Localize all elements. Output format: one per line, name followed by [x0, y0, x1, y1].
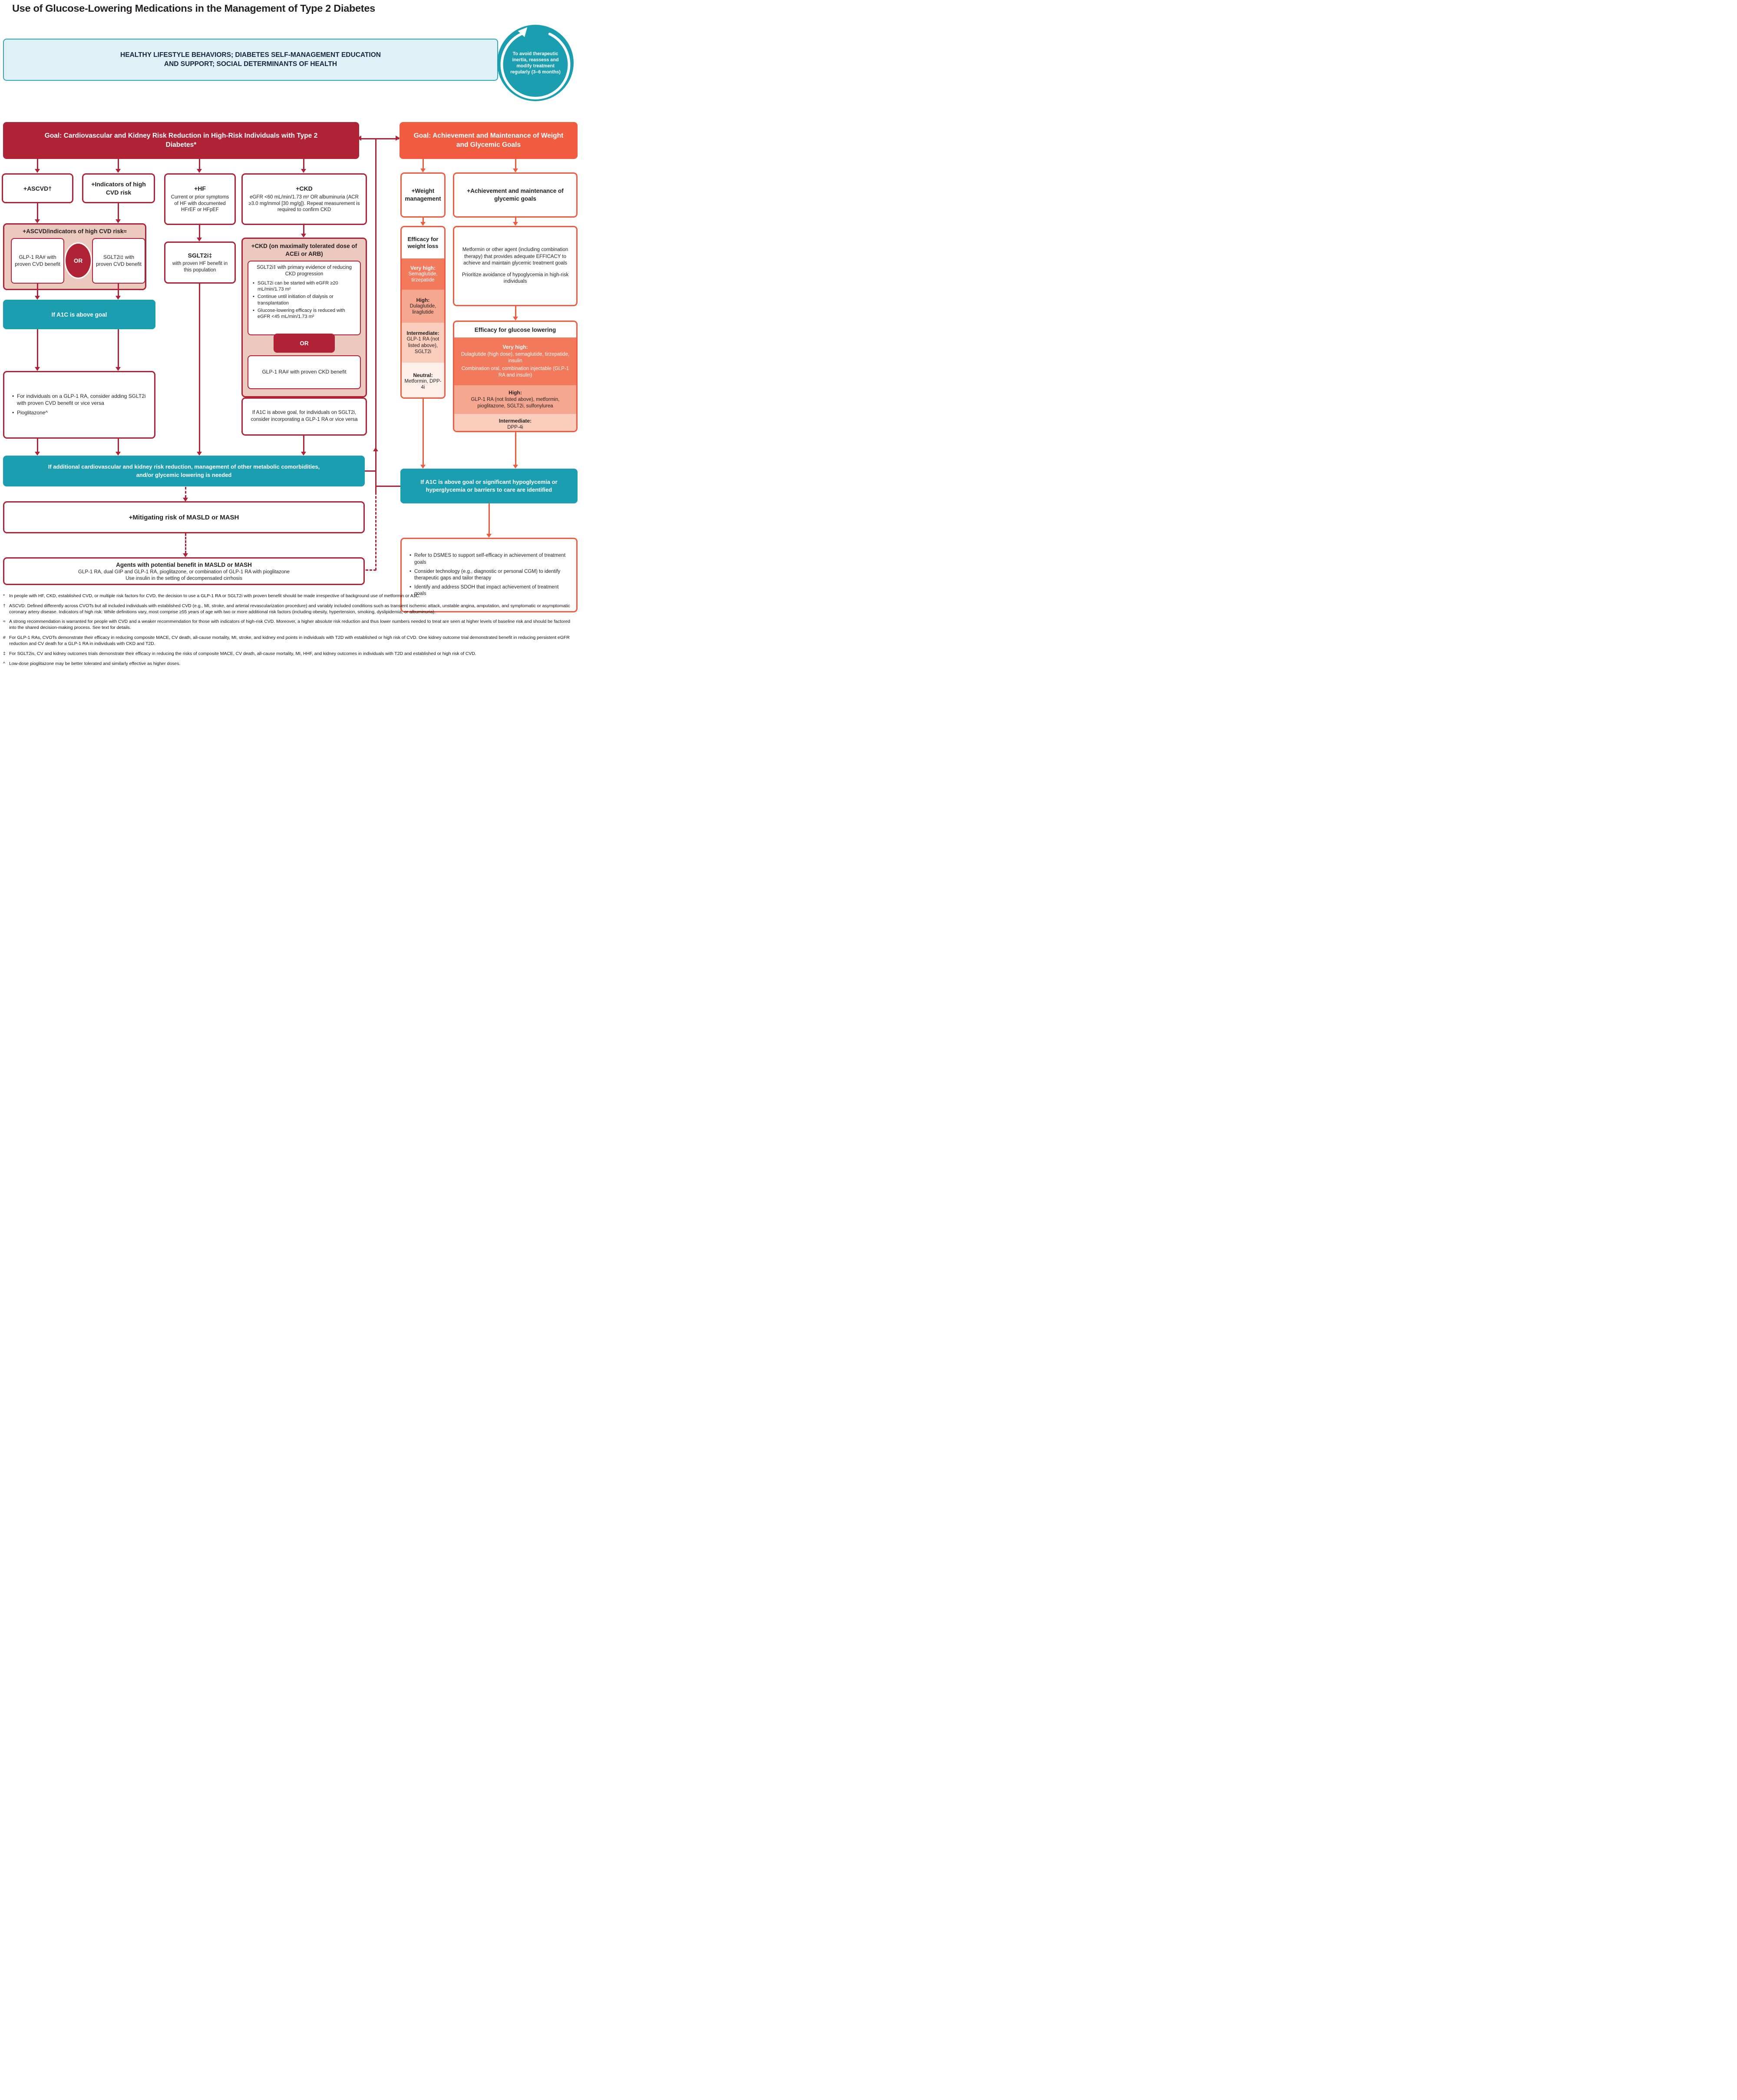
weight-tier-intermediate: Intermediate: GLP-1 RA (not listed above), SGLT2i	[402, 323, 444, 363]
footnote-symbol: ‡	[3, 651, 6, 656]
arrow-line	[37, 329, 38, 367]
list-item: • Pioglitazone^	[11, 410, 147, 417]
arrow-line	[199, 284, 200, 452]
footnote	[3, 593, 575, 599]
footnote	[3, 619, 575, 631]
a1c-options-box	[3, 371, 155, 439]
footnote-text: ASCVD: Defined differently across CVOTs but all included individuals with established CVD (e.g., MI, stroke, and arterial revascularization procedure) and variably included conditions such as transient ischemic attack, unstable angina, amputation, and symptomatic or asymptomatic coronary artery disease. Indicators of high risk: While definitions vary, most comprise ≥55 years of age with two or more additional risk factors (including obesity, hypertension, smoking, dyslipidemia, or albuminuria).	[9, 603, 570, 615]
footnote-symbol: #	[3, 635, 6, 641]
list-item: • Continue until initiation of dialysis or transplantation	[252, 294, 357, 306]
masld-risk-box: +Mitigating risk of MASLD or MASH	[3, 501, 365, 533]
weight-efficacy-box	[400, 226, 446, 399]
arrow-head	[197, 238, 202, 241]
dashed-arrow-line	[185, 533, 186, 553]
metformin-efficacy-box	[453, 226, 578, 306]
list-item: • SGLT2i can be started with eGFR ≥20 mL/min/1.73 m²	[252, 280, 357, 293]
ckd-primary-text: SGLT2i‡ with primary evidence of reducing CKD progression	[256, 265, 352, 277]
ckd-sglt2i-evidence-box	[248, 261, 361, 335]
backbone-to-rightteal-connector	[376, 486, 400, 487]
metformin-text: Metformin or other agent (including combination therapy) that provides adequate EFFICACY to achieve and maintain glycemic treatment goals	[462, 247, 568, 266]
arrow-line	[423, 218, 424, 222]
arrow-head	[116, 367, 121, 371]
arrow-line	[303, 225, 304, 234]
ckd-or-connector: OR	[274, 334, 335, 353]
footnote-symbol: †	[3, 603, 6, 609]
figure-canvas	[0, 0, 579, 700]
goal-cardio-kidney: Goal: Cardiovascular and Kidney Risk Reduction in High-Risk Individuals with Type 2 Diabetes*	[3, 122, 359, 159]
arrow-head	[513, 317, 518, 321]
footnote-text: A strong recommendation is warranted for people with CVD and a weaker recommendation for those with indicators of high-risk CVD. Moreover, a higher absolute risk reduction and thus lower numbers needed to treat are seen at higher levels of baseline risk and should be factored into the shared decision-making process. See text for details.	[9, 619, 571, 631]
ckd-pathway-title: +CKD (on maximally tolerated dose of ACEi or ARB)	[251, 243, 357, 257]
glucose-tier-very-high: Very high: Dulaglutide (high dose), semaglutide, tirzepatide, insulin Combination oral, combination injectable (GLP-1 RA and insulin)	[454, 337, 576, 385]
arrow-line	[37, 203, 38, 219]
arrow-line	[37, 284, 38, 296]
footnote-text: Low-dose pioglitazone may be better tolerated and similarly effective as higher doses.	[9, 661, 181, 666]
arrow-head	[197, 169, 202, 173]
additional-needs-bar: If additional cardiovascular and kidney risk reduction, management of other metabolic comorbidities, and/or glycemic lowering is needed	[3, 456, 365, 486]
arrow-head	[513, 465, 518, 469]
footnote-symbol: *	[3, 594, 5, 599]
arrow-line	[423, 399, 424, 465]
ascvd-pathway-title: +ASCVD/indicators of high CVD risk≈	[23, 228, 127, 235]
arrow-line	[515, 432, 516, 465]
arrow-head	[116, 452, 121, 456]
footnote-text: For SGLT2is, CV and kidney outcomes trials demonstrate their efficacy in reducing the risks of composite MACE, CV death, all-cause mortality, MI, HHF, and kidney outcomes in individuals with T2D and established or high risk of CVD.	[9, 651, 476, 656]
condition-hf: +HF Current or prior symptoms of HF with documented HFrEF or HFpEF	[164, 173, 236, 225]
arrow-line	[303, 159, 304, 169]
footnote-text: For GLP-1 RAs, CVOTs demonstrate their efficacy in reducing composite MACE, CV death, all-cause mortality, MI, stroke, and kidney end points in individuals with T2D with established or high risk of CVD. One kidney outcome trial demonstrated benefit in reducing persistent eGFR reduction and CV death for a GLP-1 RA in individuals with CKD and T2D.	[9, 635, 570, 646]
weight-management-box: +Weight management	[400, 172, 446, 218]
ckd-glp1-alternative-box: GLP-1 RA# with proven CKD benefit	[248, 355, 361, 389]
goal-link-arrow-left	[357, 136, 361, 141]
arrow-head	[116, 219, 121, 223]
arrow-line	[515, 306, 516, 317]
arrow-line	[118, 159, 119, 169]
arrow-head	[420, 465, 426, 469]
arrow-head	[301, 234, 306, 238]
arrow-head	[513, 222, 518, 226]
arrow-line	[37, 159, 38, 169]
teal-to-backbone-connector	[365, 470, 376, 472]
a1c-above-goal-bar: If A1C is above goal	[3, 300, 155, 329]
prioritize-text: Prioritize avoidance of hypoglycemia in high-risk individuals	[462, 272, 569, 284]
feedback-up-arrow	[373, 447, 378, 451]
masld-agents-line1: GLP-1 RA, dual GIP and GLP-1 RA, pioglitazone, or combination of GLP-1 RA with pioglitazone	[78, 569, 290, 575]
hf-sglt2i-box: SGLT2i‡ with proven HF benefit in this population	[164, 241, 236, 284]
condition-high-cvd-risk: +Indicators of high CVD risk	[82, 173, 155, 203]
or-connector: OR	[64, 242, 92, 279]
goal-weight-glycemic: Goal: Achievement and Maintenance of Weight and Glycemic Goals	[400, 122, 578, 159]
ckd-a1c-note-box: If A1C is above goal, for individuals on SGLT2i, consider incorporating a GLP-1 RA or vice versa	[241, 397, 367, 436]
glucose-tier-high: High: GLP-1 RA (not listed above), metformin, pioglitazone, SGLT2i, sulfonylurea	[454, 385, 576, 414]
option-sglt2i-cvd: SGLT2i‡ with proven CVD benefit	[92, 238, 145, 284]
reassess-badge	[497, 25, 574, 101]
arrow-line	[199, 159, 200, 169]
arrow-head	[35, 169, 40, 173]
footnote-symbol: ≈	[3, 619, 6, 625]
arrow-head	[420, 169, 426, 172]
arrow-head	[197, 452, 202, 456]
arrow-head	[513, 169, 518, 172]
footnote	[3, 661, 575, 667]
page-title: Use of Glucose-Lowering Medications in the Management of Type 2 Diabetes	[12, 3, 375, 14]
weight-tier-neutral: Neutral: Metformin, DPP-4i	[402, 363, 444, 399]
arrow-head	[301, 169, 306, 173]
reassess-badge-text: To avoid therapeutic inertia, reassess and modify treatment regularly (3–6 months)	[510, 51, 561, 75]
arrow-head	[116, 169, 121, 173]
arrow-line	[37, 439, 38, 452]
glucose-efficacy-box	[453, 321, 578, 432]
option-glp1-cvd: GLP-1 RA# with proven CVD benefit	[11, 238, 64, 284]
arrow-head	[35, 367, 40, 371]
condition-ckd: +CKD eGFR <60 mL/min/1.73 m² OR albuminuria (ACR ≥3.0 mg/mmol [30 mg/g]). Repeat measurement is required to confirm CKD	[241, 173, 367, 225]
masld-agents-title: Agents with potential benefit in MASLD or MASH	[116, 561, 252, 568]
glucose-tier-intermediate: Intermediate: DPP-4i	[454, 414, 576, 432]
arrow-head	[183, 553, 188, 557]
footnote	[3, 603, 575, 615]
arrow-line	[118, 284, 119, 296]
list-item: • For individuals on a GLP-1 RA, consider adding SGLT2i with proven CVD benefit or vice versa	[11, 393, 147, 407]
feedback-backbone-line	[375, 139, 376, 492]
arrow-head	[35, 219, 40, 223]
masld-agents-box	[3, 557, 365, 585]
arrow-head	[486, 534, 492, 538]
glucose-efficacy-header: Efficacy for glucose lowering	[474, 326, 556, 333]
arrow-head	[116, 296, 121, 300]
list-item: • Glucose-lowering efficacy is reduced with eGFR <45 mL/min/1.73 m²	[252, 308, 357, 320]
weight-tier-very-high: Very high: Semaglutide, tirzepatide	[402, 258, 444, 290]
lifestyle-banner	[3, 39, 498, 81]
lifestyle-banner-text: HEALTHY LIFESTYLE BEHAVIORS; DIABETES SELF-MANAGEMENT EDUCATION AND SUPPORT; SOCIAL DETERMINANTS OF HEALTH	[120, 51, 381, 68]
arrow-line	[515, 218, 516, 222]
goal-link-line	[360, 138, 399, 139]
glycemic-goals-box: +Achievement and maintenance of glycemic goals	[453, 172, 578, 218]
weight-tier-high: High: Dulaglutide, liraglutide	[402, 290, 444, 323]
weight-efficacy-header: Efficacy for weight loss	[407, 235, 439, 249]
dashed-arrow-line	[185, 487, 186, 498]
arrow-line	[118, 439, 119, 452]
condition-ascvd: +ASCVD†	[2, 173, 73, 203]
footnotes	[3, 593, 575, 671]
arrow-line	[303, 436, 304, 452]
goal-link-arrow-right	[396, 136, 400, 141]
backbone-dashed-line	[375, 492, 376, 570]
a1c-barriers-bar: If A1C is above goal or significant hypoglycemia or hyperglycemia or barriers to care are identified	[400, 469, 578, 503]
footnote	[3, 635, 575, 647]
masld-agents-line2: Use insulin in the setting of decompensated cirrhosis	[125, 575, 242, 581]
footnote-text: In people with HF, CKD, established CVD, or multiple risk factors for CVD, the decision to use a GLP-1 RA or SGLT2i with proven benefit should be made irrespective of background use of metformin or A1C.	[9, 594, 420, 599]
arrow-line	[118, 203, 119, 219]
footnote-symbol: ^	[3, 661, 5, 666]
arrow-line	[489, 503, 490, 534]
list-item: • Identify and address SDOH that impact achievement of treatment goals	[409, 584, 569, 597]
arrow-head	[420, 222, 426, 226]
arrow-line	[118, 329, 119, 367]
list-item: • Refer to DSMES to support self-efficacy in achievement of treatment goals	[409, 552, 569, 566]
arrow-head	[35, 296, 40, 300]
agents-dashed-connector	[366, 569, 376, 571]
arrow-head	[35, 452, 40, 456]
arrow-head	[301, 452, 306, 456]
list-item: • Consider technology (e.g., diagnostic or personal CGM) to identify therapeutic gaps and tailor therapy	[409, 569, 569, 582]
footnote	[3, 651, 575, 657]
arrow-line	[515, 159, 516, 169]
arrow-line	[199, 225, 200, 238]
arrow-line	[423, 159, 424, 169]
